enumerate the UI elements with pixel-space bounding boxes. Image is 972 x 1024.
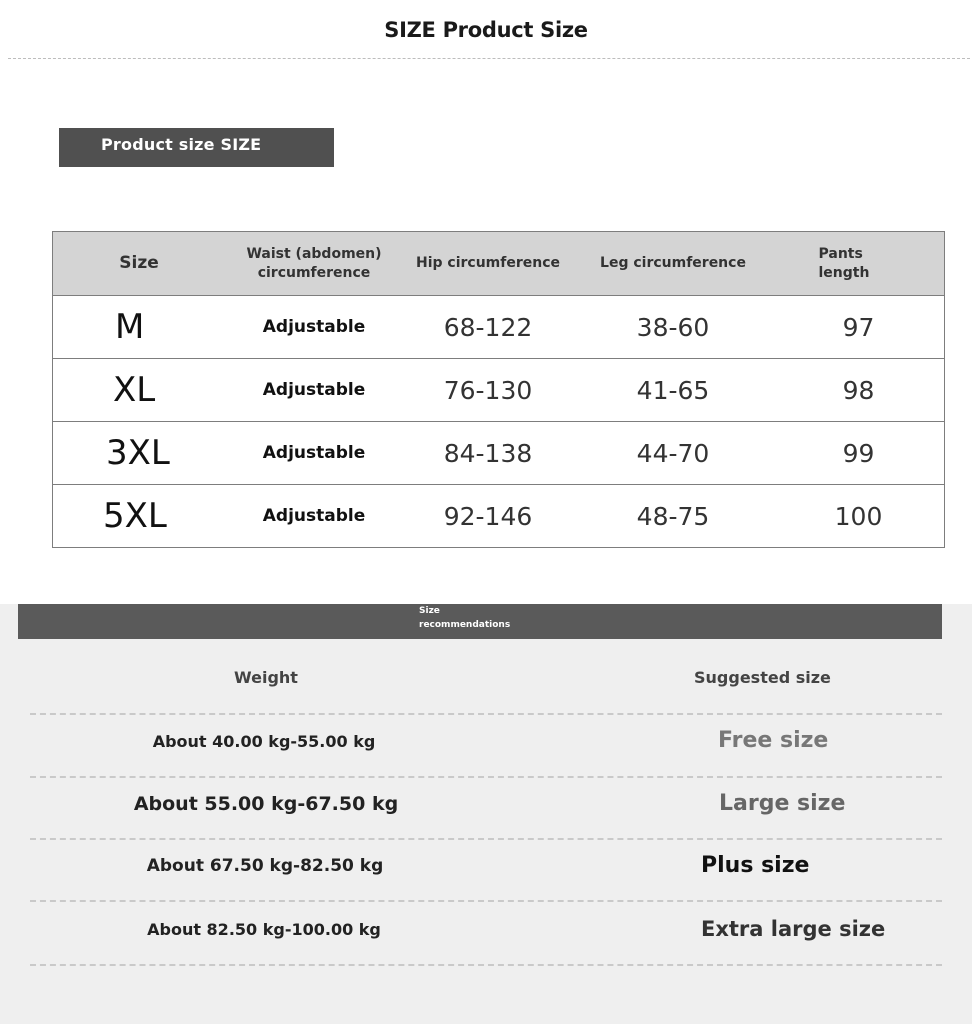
dashed-divider — [30, 713, 942, 715]
header-waist — [225, 232, 403, 296]
size-cell — [53, 422, 226, 485]
weight-range: About 55.00 kg-67.50 kg — [133, 793, 399, 815]
size-value: XL — [113, 370, 156, 410]
weight-header: Weight — [234, 668, 298, 687]
recommendations-header — [30, 668, 942, 708]
recommendations-label-line1: Size — [419, 606, 440, 616]
length-cell: 100 — [773, 485, 945, 548]
size-value: M — [115, 307, 145, 347]
leg-cell: 44-70 — [573, 422, 773, 485]
weight-range: About 67.50 kg-82.50 kg — [146, 856, 384, 876]
recommendation-row — [30, 793, 942, 833]
dashed-divider — [30, 776, 942, 778]
table-row — [53, 485, 945, 548]
size-value: 3XL — [106, 433, 170, 473]
header-length — [773, 232, 945, 296]
suggested-size: Extra large size — [701, 917, 886, 941]
waist-cell: Adjustable — [225, 422, 403, 485]
recommendations-label-line2: recommendations — [419, 620, 511, 630]
section-badge: Product size SIZE — [59, 128, 334, 167]
size-cell — [53, 359, 226, 422]
recommendation-row — [30, 917, 942, 960]
length-cell: 99 — [773, 422, 945, 485]
leg-cell: 48-75 — [573, 485, 773, 548]
header-waist-label: Waist (abdomen) circumference — [246, 245, 382, 281]
header-leg: Leg circumference — [573, 232, 773, 296]
leg-cell: 38-60 — [573, 296, 773, 359]
length-cell: 98 — [773, 359, 945, 422]
table-row — [53, 359, 945, 422]
size-cell — [53, 296, 226, 359]
header-size: Size — [53, 232, 226, 296]
leg-cell: 41-65 — [573, 359, 773, 422]
size-value: 5XL — [103, 496, 167, 536]
waist-cell: Adjustable — [225, 296, 403, 359]
suggested-size: Free size — [718, 728, 829, 753]
weight-range: About 82.50 kg-100.00 kg — [147, 920, 381, 939]
recommendations-label — [419, 604, 559, 632]
hip-cell: 84-138 — [403, 422, 573, 485]
size-table — [52, 231, 945, 548]
dashed-divider — [30, 838, 942, 840]
waist-cell: Adjustable — [225, 359, 403, 422]
hip-cell: 68-122 — [403, 296, 573, 359]
recommendation-row — [30, 853, 942, 896]
waist-cell: Adjustable — [225, 485, 403, 548]
table-header-row — [53, 232, 945, 296]
weight-range: About 40.00 kg-55.00 kg — [152, 732, 376, 751]
length-cell: 97 — [773, 296, 945, 359]
title-divider — [8, 58, 970, 59]
hip-cell: 76-130 — [403, 359, 573, 422]
suggested-size: Large size — [719, 791, 846, 816]
header-length-label: Pants length — [818, 245, 870, 281]
page-title: SIZE Product Size — [384, 18, 588, 42]
size-cell — [53, 485, 226, 548]
dashed-divider — [30, 900, 942, 902]
suggested-size: Plus size — [701, 853, 810, 878]
suggested-size-header: Suggested size — [694, 668, 831, 687]
hip-cell: 92-146 — [403, 485, 573, 548]
table-row — [53, 296, 945, 359]
dashed-divider — [30, 964, 942, 966]
table-row — [53, 422, 945, 485]
recommendation-row — [30, 728, 942, 772]
header-hip: Hip circumference — [403, 232, 573, 296]
